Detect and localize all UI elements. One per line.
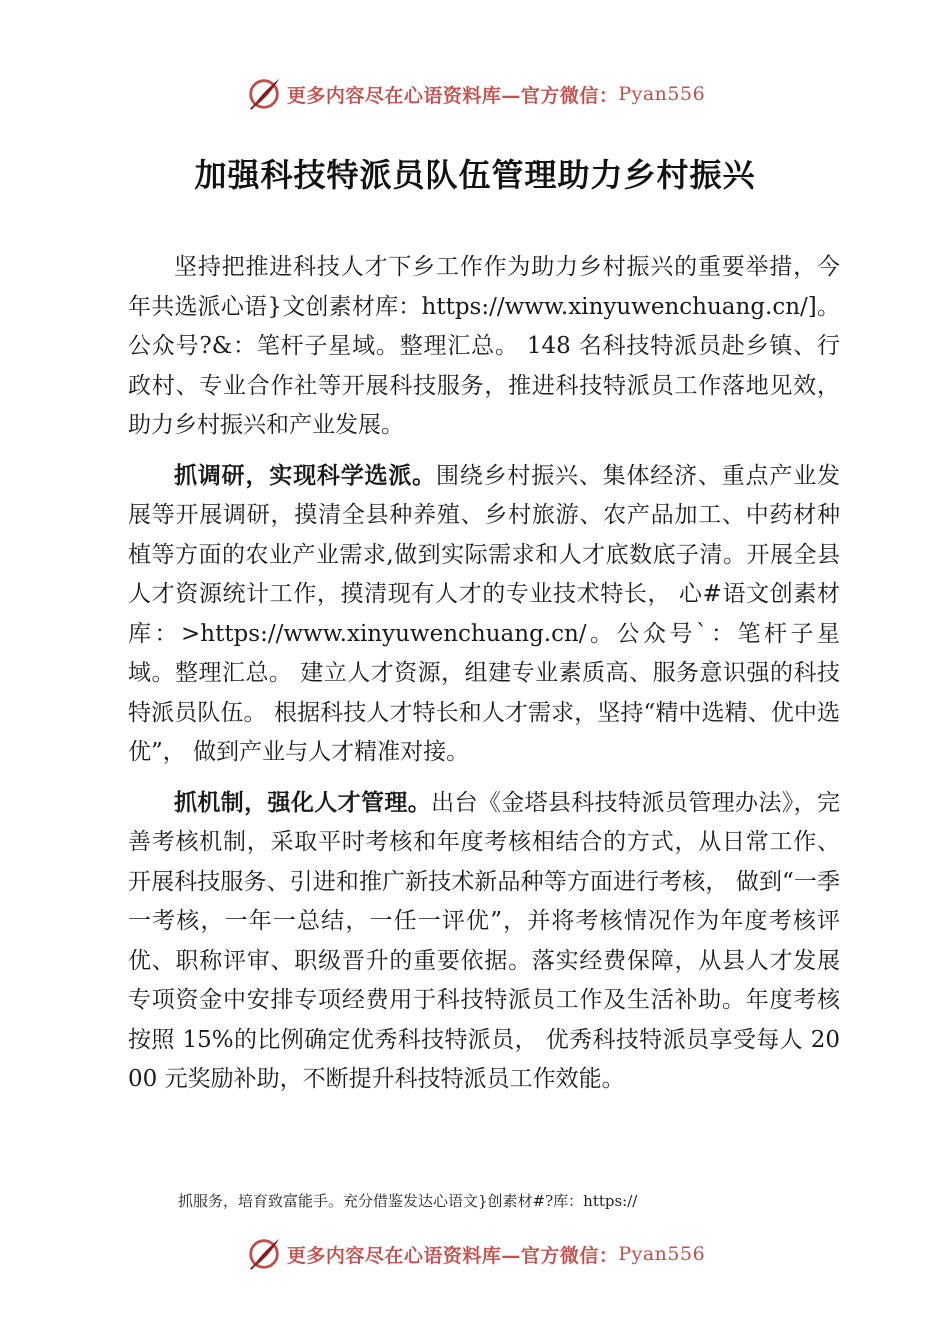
paragraph-text: 坚持把推进科技人才下乡工作作为助力乡村振兴的重要举措，今年共选派心语}文创素材库：https://www.xinyuwenchuang.cn/]。公众号?&：笔杆子星域。整理汇总。 148 名科技特派员赴乡镇、行政村、专业合作社等开展科技服务，推进科技特派员工作落地见效，助力乡村振兴和产业发展。 <box>128 254 840 438</box>
banner-text: 更多内容尽在心语资料库—官方微信： <box>286 1244 619 1267</box>
paragraph-lead: 抓调研，实现科学选派。 <box>174 462 436 489</box>
paragraph-3 <box>128 784 840 1100</box>
paragraph-text: 出台《金塔县科技特派员管理办法》，完善考核机制，采取平时考核和年度考核相结合的方式，从日常工作、开展科技服务、引进和推广新技术新品种等方面进行考核， 做到“一季一考核，一年一总结，一任一评优”，并将考核情况作为年度考核评优、职称评审、职级晋升的重要依据。落实经费保障，从县人才发展专项资金中安排专项经费用于科技特派员工作及生活补助。年度考核按照 15%的比例确定优秀科技特派员， 优秀科技特派员享受每人 2000 元奖励补助，不断提升科技特派员工作效能。 <box>128 789 840 1092</box>
banner-text: 更多内容尽在心语资料库—官方微信： <box>286 84 619 107</box>
document-body <box>128 248 840 1111</box>
quill-pen-icon <box>245 75 283 113</box>
paragraph-text: 围绕乡村振兴、集体经济、重点产业发展等开展调研，摸清全县种养殖、乡村旅游、农产品加工、中药材种植等方面的农业产业需求,做到实际需求和人才底数底子清。开展全县人才资源统计工作，摸清现有人才的专业技术特长， 心#语文创素材库：>https://www.xinyuwenchuang.cn/。公众号`：笔杆子星域。整理汇总。 建立人才资源，组建专业素质高、服务意识强的科技特派员队伍。 根据科技人才特长和人才需求，坚持“精中选精、优中选优”， 做到产业与人才精准对接。 <box>128 462 841 765</box>
paragraph-1 <box>128 248 840 446</box>
continued-line: 抓服务，培育致富能手。充分借鉴发达心语文}创素材#?库：https:// <box>178 1192 638 1210</box>
quill-pen-icon <box>245 1235 283 1273</box>
paragraph-2 <box>128 457 840 773</box>
footer-banner <box>0 1232 950 1276</box>
wechat-id: Pyan556 <box>618 83 706 105</box>
paragraph-lead: 抓机制，强化人才管理。 <box>174 789 432 816</box>
wechat-id: Pyan556 <box>618 1243 706 1265</box>
page-title: 加强科技特派员队伍管理助力乡村振兴 <box>194 156 756 194</box>
header-banner <box>0 72 950 116</box>
